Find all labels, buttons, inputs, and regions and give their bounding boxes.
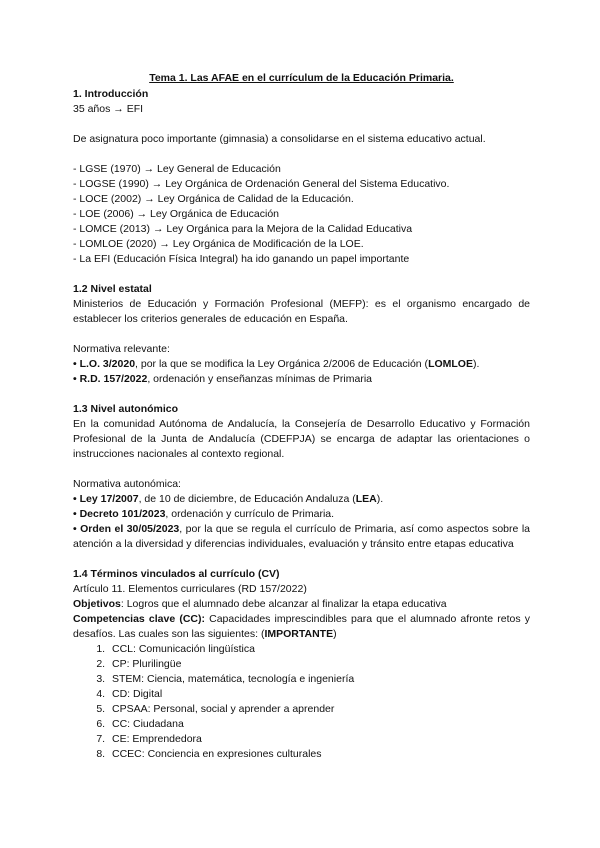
law-item: - LOCE (2002) → Ley Orgánica de Calidad de la Educación. bbox=[73, 193, 354, 205]
autonomico-norm-item: • Ley 17/2007, de 10 de diciembre, de Educación Andaluza (LEA). bbox=[73, 493, 384, 505]
autonomico-heading: 1.3 Nivel autonómico bbox=[73, 403, 179, 415]
law-item: - LGSE (1970) → Ley General de Educación bbox=[73, 163, 281, 175]
estatal-heading: 1.2 Nivel estatal bbox=[73, 283, 152, 295]
list-item: 8. CCEC: Conciencia en expresiones culturales bbox=[108, 747, 530, 762]
autonomico-paragraph: En la comunidad Autónoma de Andalucía, la Consejería de Desarrollo Educativo y Formación Profesional de la Junta de Andalucía (CDEFPJA) se encarga de adaptar las orientaciones o instrucciones nacionales al contexto regional. bbox=[73, 418, 530, 460]
norm-ref: • Orden el 30/05/2023 bbox=[73, 523, 180, 535]
law-item: - LOMCE (2013) → Ley Orgánica para la Mejora de la Calidad Educativa bbox=[73, 223, 413, 235]
law-item: - LOMLOE (2020) → Ley Orgánica de Modificación de la LOE. bbox=[73, 238, 364, 250]
autonomico-norm-label: Normativa autonómica: bbox=[73, 478, 181, 490]
document-title: Tema 1. Las AFAE en el currículum de la Educación Primaria. bbox=[149, 72, 454, 84]
law-item: - La EFI (Educación Física Integral) ha ido ganando un papel importante bbox=[73, 253, 410, 265]
intro-heading: 1. Introducción bbox=[73, 88, 149, 100]
law-item: - LOE (2006) → Ley Orgánica de Educación bbox=[73, 208, 280, 220]
terminos-line: Artículo 11. Elementos curriculares (RD 157/2022) bbox=[73, 583, 307, 595]
list-item: 2. CP: Plurilingüe bbox=[108, 657, 530, 672]
autonomico-norm-item: • Orden el 30/05/2023, por la que se regula el currículo de Primaria, así como aspectos sobre la atención a la diversidad y diferencias individuales, evaluación y tránsito entre etapas educativa bbox=[73, 523, 530, 550]
competencias-paragraph: Competencias clave (CC): Capacidades imprescindibles para que el alumnado afronte retos y desafíos. Las cuales son las siguientes: (IMPORTANTE) bbox=[73, 613, 530, 640]
estatal-norm-item: • L.O. 3/2020, por la que se modifica la Ley Orgánica 2/2006 de Educación (LOMLOE). bbox=[73, 358, 480, 370]
intro-line: 35 años → EFI bbox=[73, 103, 144, 115]
intro-paragraph: De asignatura poco importante (gimnasia) a consolidarse en el sistema educativo actual. bbox=[73, 133, 486, 145]
estatal-paragraph: Ministerios de Educación y Formación Profesional (MEFP): es el organismo encargado de establecer los criterios generales de educación en España. bbox=[73, 298, 530, 325]
list-item: 5. CPSAA: Personal, social y aprender a aprender bbox=[108, 702, 530, 717]
terminos-heading: 1.4 Términos vinculados al currículo (CV) bbox=[73, 568, 280, 580]
estatal-norm-label: Normativa relevante: bbox=[73, 343, 170, 355]
list-item: 4. CD: Digital bbox=[108, 687, 530, 702]
list-item: 3. STEM: Ciencia, matemática, tecnología e ingeniería bbox=[108, 672, 530, 687]
estatal-norm-item: • R.D. 157/2022, ordenación y enseñanzas mínimas de Primaria bbox=[73, 373, 373, 385]
list-item: 7. CE: Emprendedora bbox=[108, 732, 530, 747]
norm-ref: • R.D. 157/2022 bbox=[73, 373, 148, 385]
list-item: 6. CC: Ciudadana bbox=[108, 717, 530, 732]
norm-ref: • Decreto 101/2023 bbox=[73, 508, 166, 520]
norm-ref: • L.O. 3/2020 bbox=[73, 358, 136, 370]
norm-ref: • Ley 17/2007 bbox=[73, 493, 139, 505]
objetivos-line: Objetivos: Logros que el alumnado debe alcanzar al finalizar la etapa educativa bbox=[73, 598, 447, 610]
autonomico-norm-item: • Decreto 101/2023, ordenación y currículo de Primaria. bbox=[73, 508, 335, 520]
competencias-list bbox=[73, 642, 530, 762]
law-item: - LOGSE (1990) → Ley Orgánica de Ordenación General del Sistema Educativo. bbox=[73, 178, 450, 190]
list-item: 1. CCL: Comunicación lingüística bbox=[108, 642, 530, 657]
